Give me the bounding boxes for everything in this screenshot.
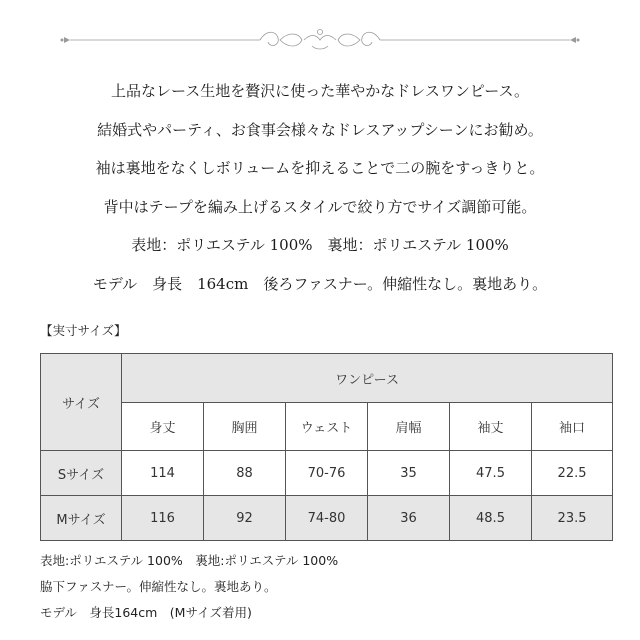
column-header: ウェスト bbox=[286, 403, 368, 451]
table-row bbox=[41, 496, 613, 541]
table-cell: 70-76 bbox=[286, 451, 368, 496]
product-description bbox=[0, 72, 640, 303]
table-cell: 74-80 bbox=[286, 496, 368, 541]
table-cell: 36 bbox=[368, 496, 450, 541]
table-cell: 23.5 bbox=[532, 496, 613, 541]
table-cell: 92 bbox=[204, 496, 286, 541]
row-label: Sサイズ bbox=[41, 451, 122, 496]
table-row bbox=[41, 451, 613, 496]
column-header: 肩幅 bbox=[368, 403, 450, 451]
description-line: 上品なレース生地を贅沢に使った華やかなドレスワンピース。 bbox=[111, 82, 529, 100]
note-line: 脇下ファスナー。伸縮性なし。裏地あり。 bbox=[40, 579, 277, 594]
table-subheader-row bbox=[41, 403, 613, 451]
note-line: モデル 身長164cm (Mサイズ着用) bbox=[40, 605, 252, 620]
table-cell: 47.5 bbox=[450, 451, 532, 496]
table-cell: 114 bbox=[122, 451, 204, 496]
size-table bbox=[40, 353, 613, 541]
size-table-title: 【実寸サイズ】 bbox=[40, 323, 127, 338]
column-header: 袖丈 bbox=[450, 403, 532, 451]
table-cell: 35 bbox=[368, 451, 450, 496]
group-header: ワンピース bbox=[122, 354, 613, 403]
description-line: 背中はテープを編み上げるスタイルで絞り方でサイズ調節可能。 bbox=[103, 197, 537, 216]
table-cell: 116 bbox=[122, 496, 204, 541]
table-header-row bbox=[41, 354, 613, 403]
table-cell: 48.5 bbox=[450, 496, 532, 541]
description-line: 表地：ポリエステル 100% 裏地：ポリエステル 100% bbox=[131, 236, 509, 254]
decorative-divider-ornament bbox=[40, 20, 600, 60]
table-cell: 88 bbox=[204, 451, 286, 496]
row-label: Mサイズ bbox=[41, 496, 122, 541]
note-line: 表地:ポリエステル 100% 裏地:ポリエステル 100% bbox=[40, 553, 339, 568]
size-column-header: サイズ bbox=[41, 354, 122, 451]
column-header: 胸囲 bbox=[204, 403, 286, 451]
notes bbox=[40, 548, 338, 626]
table-cell: 22.5 bbox=[532, 451, 613, 496]
description-line: モデル 身長 164cm 後ろファスナー。伸縮性なし。裏地あり。 bbox=[92, 274, 548, 293]
column-header: 身丈 bbox=[122, 403, 204, 451]
description-line: 結婚式やパーティ、お食事会様々なドレスアップシーンにお勧め。 bbox=[97, 120, 543, 139]
column-header: 袖口 bbox=[532, 403, 613, 451]
description-line: 袖は裏地をなくしボリュームを抑えることで二の腕をすっきりと。 bbox=[95, 159, 545, 177]
